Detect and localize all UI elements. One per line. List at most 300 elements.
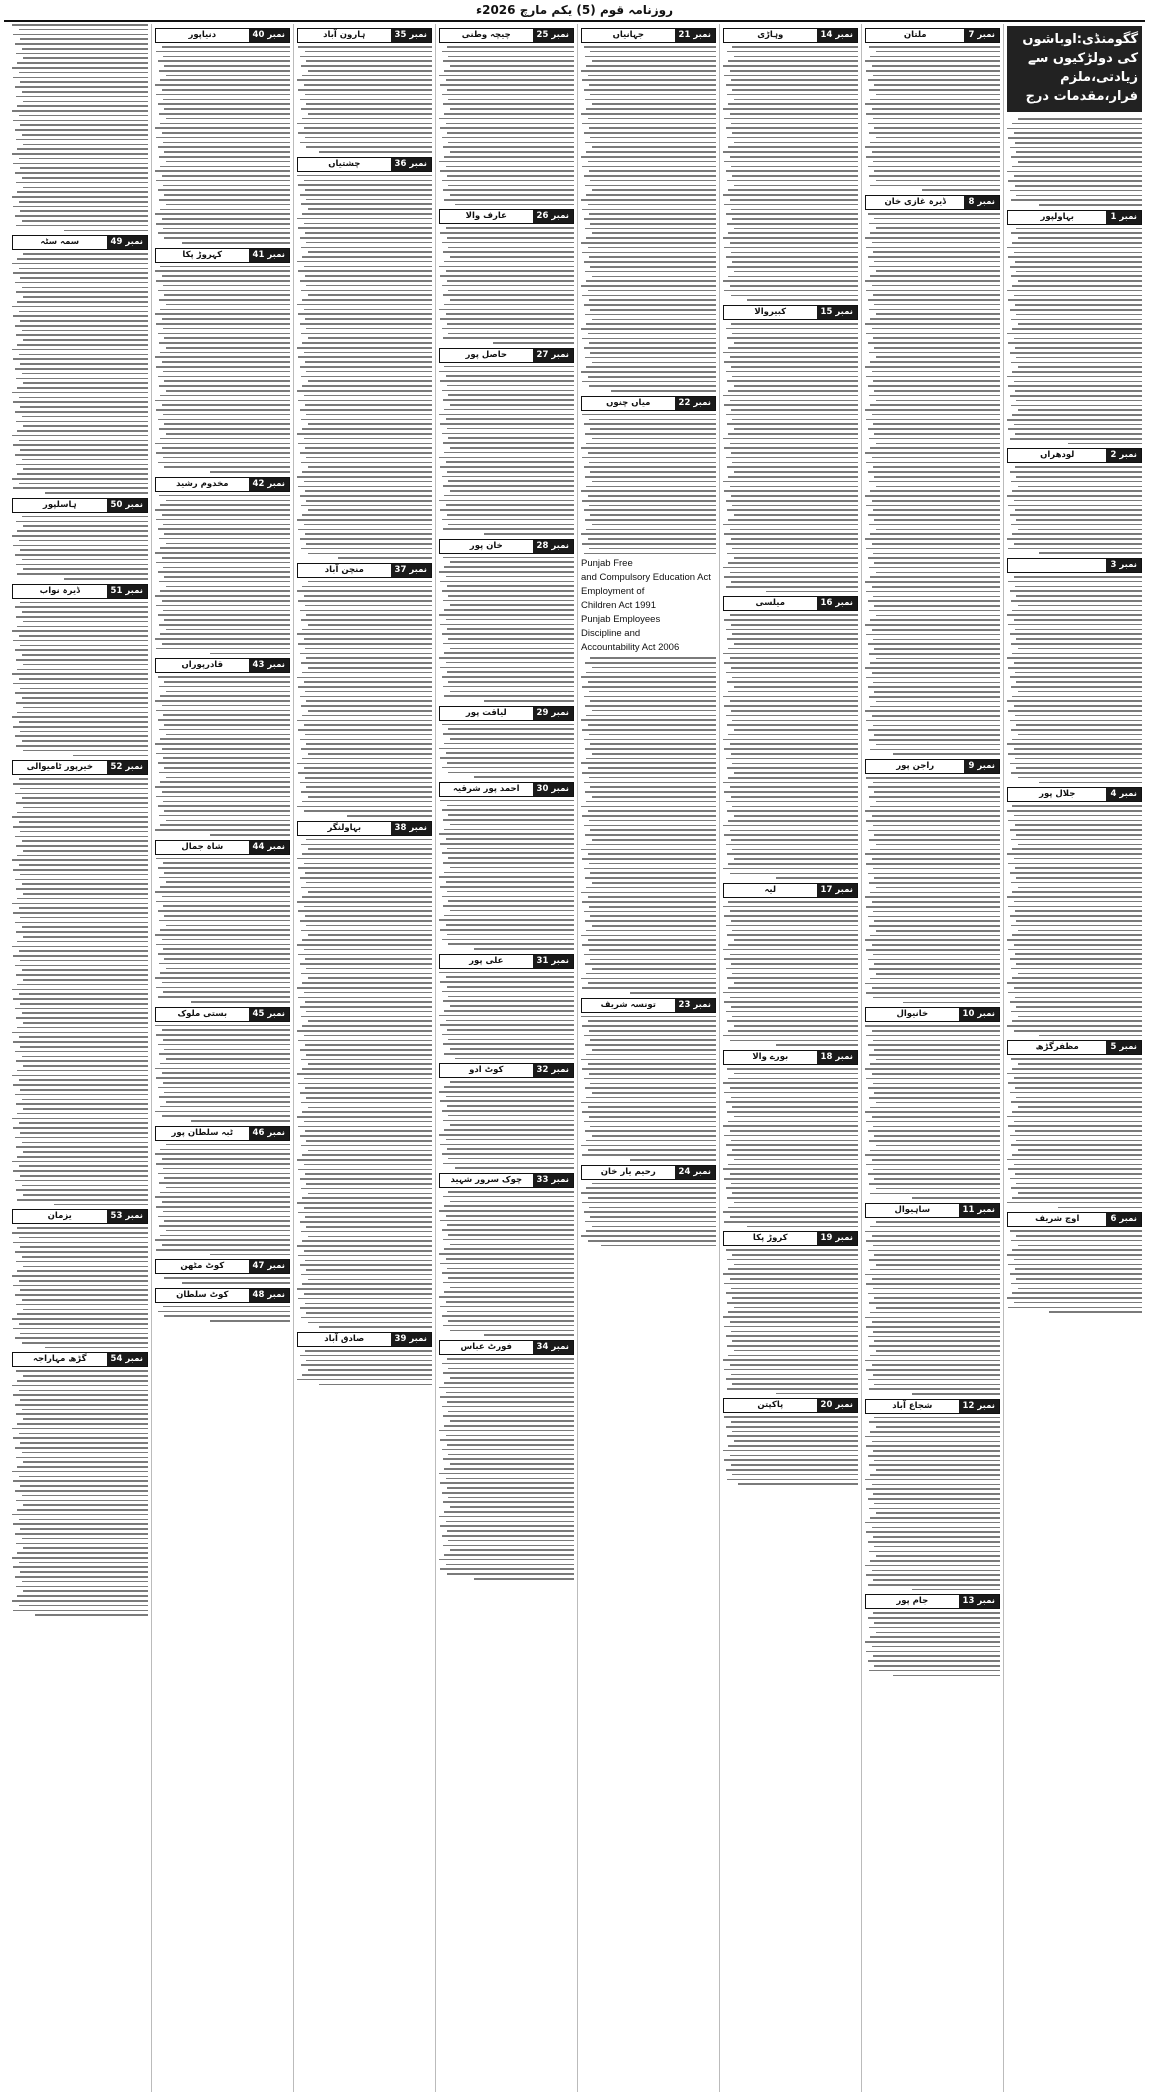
text-line bbox=[726, 371, 858, 373]
text-line bbox=[581, 935, 716, 937]
dateline-number: نمبر 51 bbox=[107, 585, 147, 598]
text-line bbox=[870, 935, 1000, 937]
text-line bbox=[166, 1101, 290, 1103]
text-line bbox=[440, 509, 574, 511]
dateline-tag bbox=[1007, 558, 1142, 573]
text-line bbox=[155, 700, 290, 702]
text-line bbox=[732, 1431, 858, 1433]
text-line bbox=[13, 1523, 148, 1525]
text-line bbox=[301, 844, 432, 846]
dateline-city: جام پور bbox=[866, 1595, 959, 1608]
text-line bbox=[20, 645, 148, 647]
text-line bbox=[12, 630, 148, 632]
text-line bbox=[17, 898, 148, 900]
text-line bbox=[155, 356, 290, 358]
text-line bbox=[724, 75, 858, 77]
text-line bbox=[442, 1363, 574, 1365]
text-line bbox=[1011, 1058, 1142, 1060]
text-line bbox=[582, 252, 716, 254]
text-line bbox=[870, 978, 1000, 980]
text-line bbox=[869, 1054, 1000, 1056]
text-line bbox=[734, 514, 858, 516]
dateline-tag bbox=[439, 706, 574, 721]
story-body bbox=[155, 495, 290, 654]
text-line bbox=[301, 748, 432, 750]
text-line bbox=[13, 1328, 148, 1330]
text-line bbox=[443, 485, 574, 487]
dateline-number: نمبر 44 bbox=[249, 841, 289, 854]
text-line bbox=[1010, 395, 1142, 397]
text-line bbox=[443, 1196, 574, 1198]
text-line bbox=[588, 75, 716, 77]
text-line bbox=[731, 123, 858, 125]
text-line bbox=[1014, 295, 1142, 297]
text-line bbox=[582, 457, 716, 459]
text-line bbox=[866, 548, 1000, 550]
text-line bbox=[585, 476, 716, 478]
text-line bbox=[301, 1145, 432, 1147]
text-line bbox=[584, 89, 716, 91]
text-line bbox=[155, 829, 290, 831]
story-body bbox=[723, 901, 858, 1046]
text-line bbox=[444, 915, 574, 917]
text-line bbox=[581, 806, 716, 808]
text-line bbox=[301, 376, 432, 378]
dateline-number: نمبر 38 bbox=[391, 822, 431, 835]
text-line bbox=[15, 1008, 148, 1010]
news-story bbox=[439, 1063, 574, 1169]
text-line bbox=[448, 437, 574, 439]
text-line bbox=[734, 185, 858, 187]
text-line bbox=[730, 1087, 858, 1089]
text-line bbox=[730, 572, 858, 574]
text-line bbox=[585, 185, 716, 187]
text-line bbox=[304, 595, 432, 597]
text-line bbox=[1014, 1302, 1142, 1304]
text-line bbox=[873, 380, 1000, 382]
dateline-city: سمہ سٹہ bbox=[13, 236, 107, 249]
text-line bbox=[1011, 1283, 1142, 1285]
dateline-number: نمبر 21 bbox=[675, 29, 715, 42]
text-line bbox=[19, 72, 148, 74]
text-line bbox=[446, 1435, 574, 1437]
text-line bbox=[1014, 338, 1142, 340]
news-story bbox=[1007, 558, 1142, 783]
text-line bbox=[159, 1225, 290, 1227]
dateline-tag bbox=[581, 28, 716, 43]
text-line bbox=[210, 834, 290, 836]
text-line bbox=[319, 151, 432, 153]
text-line bbox=[302, 118, 432, 120]
text-line bbox=[64, 578, 148, 580]
text-line bbox=[873, 1126, 1000, 1128]
text-line bbox=[876, 615, 1000, 617]
text-line bbox=[17, 62, 148, 64]
text-line bbox=[1014, 424, 1142, 426]
text-line bbox=[876, 1469, 1000, 1471]
text-line bbox=[308, 294, 432, 296]
text-line bbox=[450, 738, 574, 740]
text-line bbox=[22, 48, 148, 50]
news-column bbox=[1003, 24, 1145, 2092]
text-line bbox=[23, 1590, 148, 1592]
text-line bbox=[439, 876, 574, 878]
text-line bbox=[586, 758, 716, 760]
dateline-city: ملتان bbox=[866, 29, 964, 42]
text-line bbox=[439, 972, 574, 974]
text-line bbox=[442, 1110, 574, 1112]
text-line bbox=[450, 256, 574, 258]
text-line bbox=[868, 600, 1000, 602]
text-line bbox=[300, 739, 432, 741]
text-line bbox=[1008, 1125, 1142, 1127]
text-line bbox=[305, 275, 432, 277]
text-line bbox=[191, 1120, 290, 1122]
text-line bbox=[484, 533, 574, 535]
text-line bbox=[301, 1317, 432, 1319]
dateline-tag bbox=[439, 1340, 574, 1355]
text-line bbox=[873, 294, 1000, 296]
text-line bbox=[582, 815, 716, 817]
text-line bbox=[724, 404, 858, 406]
text-line bbox=[22, 883, 148, 885]
text-line bbox=[164, 151, 290, 153]
text-line bbox=[730, 614, 858, 616]
news-story bbox=[865, 1203, 1000, 1395]
text-line bbox=[1010, 1178, 1142, 1180]
text-line bbox=[158, 333, 290, 335]
text-line bbox=[54, 1204, 148, 1206]
text-line bbox=[446, 461, 574, 463]
text-line bbox=[870, 232, 1000, 234]
text-line bbox=[727, 466, 858, 468]
text-line bbox=[874, 1049, 1000, 1051]
text-line bbox=[590, 180, 716, 182]
story-body bbox=[723, 46, 858, 301]
text-line bbox=[298, 89, 432, 91]
text-line bbox=[723, 1211, 858, 1213]
text-line bbox=[581, 156, 716, 158]
text-line bbox=[162, 361, 290, 363]
text-line bbox=[23, 339, 148, 341]
text-line bbox=[1015, 1173, 1142, 1175]
story-body bbox=[155, 858, 290, 1003]
text-line bbox=[156, 858, 290, 860]
english-line: Punjab Employees bbox=[581, 614, 661, 626]
text-line bbox=[305, 1350, 432, 1352]
text-line bbox=[298, 356, 432, 358]
text-line bbox=[159, 428, 290, 430]
dateline-tag bbox=[155, 658, 290, 673]
text-line bbox=[581, 533, 716, 535]
text-line bbox=[1014, 500, 1142, 502]
story-body bbox=[1007, 805, 1142, 1036]
text-line bbox=[1014, 381, 1142, 383]
text-line bbox=[158, 910, 290, 912]
text-line bbox=[1016, 314, 1142, 316]
text-line bbox=[869, 968, 1000, 970]
text-line bbox=[448, 900, 574, 902]
text-line bbox=[73, 755, 148, 757]
text-line bbox=[732, 1192, 858, 1194]
dateline-number: نمبر 14 bbox=[817, 29, 857, 42]
text-line bbox=[298, 954, 432, 956]
text-line bbox=[1015, 997, 1142, 999]
text-line bbox=[160, 504, 290, 506]
text-line bbox=[868, 873, 1000, 875]
text-line bbox=[440, 1568, 574, 1570]
text-line bbox=[300, 323, 432, 325]
text-line bbox=[19, 993, 148, 995]
text-line bbox=[19, 158, 148, 160]
text-line bbox=[450, 867, 574, 869]
news-story bbox=[12, 1352, 148, 1615]
text-line bbox=[439, 1516, 574, 1518]
text-line bbox=[586, 1140, 716, 1142]
text-line bbox=[1012, 653, 1142, 655]
text-line bbox=[1011, 600, 1142, 602]
text-line bbox=[155, 1025, 290, 1027]
news-story bbox=[723, 596, 858, 879]
text-line bbox=[872, 715, 1000, 717]
text-line bbox=[586, 323, 716, 325]
text-line bbox=[447, 385, 574, 387]
text-line bbox=[447, 471, 574, 473]
text-line bbox=[584, 218, 716, 220]
text-line bbox=[304, 724, 432, 726]
story-body bbox=[723, 1068, 858, 1227]
text-line bbox=[874, 218, 1000, 220]
text-line bbox=[444, 1086, 574, 1088]
dateline-tag bbox=[865, 1594, 1000, 1609]
text-line bbox=[210, 471, 290, 473]
text-line bbox=[590, 137, 716, 139]
text-line bbox=[865, 60, 1000, 62]
text-line bbox=[589, 342, 716, 344]
text-line bbox=[584, 175, 716, 177]
text-line bbox=[876, 1555, 1000, 1557]
text-line bbox=[300, 1307, 432, 1309]
story-body bbox=[12, 24, 148, 231]
text-line bbox=[159, 199, 290, 201]
text-line bbox=[166, 347, 290, 349]
text-line bbox=[590, 471, 716, 473]
text-line bbox=[876, 1221, 1000, 1223]
text-line bbox=[724, 958, 858, 960]
text-line bbox=[1011, 275, 1142, 277]
text-line bbox=[302, 1154, 432, 1156]
dateline-tag bbox=[297, 563, 432, 578]
text-line bbox=[873, 954, 1000, 956]
text-line bbox=[20, 38, 148, 40]
text-line bbox=[723, 992, 858, 994]
text-line bbox=[1012, 696, 1142, 698]
text-line bbox=[870, 662, 1000, 664]
text-line bbox=[732, 376, 858, 378]
text-line bbox=[588, 1063, 716, 1065]
text-line bbox=[869, 1551, 1000, 1553]
text-line bbox=[443, 399, 574, 401]
text-line bbox=[734, 1350, 858, 1352]
text-line bbox=[300, 409, 432, 411]
text-line bbox=[302, 758, 432, 760]
text-line bbox=[439, 1430, 574, 1432]
text-line bbox=[306, 968, 432, 970]
text-line bbox=[1012, 414, 1142, 416]
text-line bbox=[730, 657, 858, 659]
text-line bbox=[869, 925, 1000, 927]
text-line bbox=[304, 395, 432, 397]
text-line bbox=[1015, 304, 1142, 306]
news-story bbox=[723, 1231, 858, 1394]
text-line bbox=[19, 678, 148, 680]
text-line bbox=[163, 567, 290, 569]
text-line bbox=[1007, 657, 1142, 659]
dateline-tag bbox=[155, 28, 290, 43]
text-line bbox=[873, 337, 1000, 339]
text-line bbox=[1007, 538, 1142, 540]
text-line bbox=[166, 1230, 290, 1232]
dateline-tag bbox=[1007, 210, 1142, 225]
text-line bbox=[732, 89, 858, 91]
dateline-tag bbox=[723, 596, 858, 611]
story-body bbox=[12, 778, 148, 1205]
news-story bbox=[155, 1288, 290, 1322]
text-line bbox=[592, 839, 716, 841]
dateline-number: نمبر 16 bbox=[817, 597, 857, 610]
text-line bbox=[308, 1322, 432, 1324]
text-line bbox=[13, 77, 148, 79]
text-line bbox=[450, 108, 574, 110]
text-line bbox=[158, 103, 290, 105]
text-line bbox=[726, 629, 858, 631]
text-line bbox=[439, 75, 574, 77]
text-line bbox=[732, 1106, 858, 1108]
text-line bbox=[305, 490, 432, 492]
text-line bbox=[443, 1458, 574, 1460]
text-line bbox=[873, 1655, 1000, 1657]
text-line bbox=[869, 1345, 1000, 1347]
dateline-city: خیرپور ٹامیوالی bbox=[13, 761, 107, 774]
text-line bbox=[20, 406, 148, 408]
text-line bbox=[872, 1030, 1000, 1032]
text-line bbox=[16, 378, 148, 380]
text-line bbox=[300, 142, 432, 144]
text-line bbox=[1007, 419, 1142, 421]
news-story bbox=[723, 305, 858, 592]
dateline-number: نمبر 53 bbox=[107, 1210, 147, 1223]
text-line bbox=[582, 123, 716, 125]
text-line bbox=[444, 872, 574, 874]
text-line bbox=[730, 70, 858, 72]
text-line bbox=[724, 1001, 858, 1003]
dateline-city: رحیم یار خان bbox=[582, 1166, 675, 1179]
text-line bbox=[872, 586, 1000, 588]
text-line bbox=[20, 1132, 148, 1134]
text-line bbox=[1010, 872, 1142, 874]
text-line bbox=[728, 987, 858, 989]
text-line bbox=[1010, 633, 1142, 635]
text-line bbox=[872, 457, 1000, 459]
text-line bbox=[156, 1249, 290, 1251]
text-line bbox=[730, 199, 858, 201]
news-story bbox=[155, 840, 290, 1003]
text-line bbox=[17, 344, 148, 346]
text-line bbox=[728, 476, 858, 478]
text-line bbox=[870, 619, 1000, 621]
text-line bbox=[444, 829, 574, 831]
news-story bbox=[12, 1209, 148, 1348]
text-line bbox=[301, 662, 432, 664]
text-line bbox=[731, 209, 858, 211]
text-line bbox=[166, 691, 290, 693]
text-line bbox=[443, 103, 574, 105]
text-line bbox=[162, 514, 290, 516]
text-line bbox=[22, 459, 148, 461]
text-line bbox=[13, 315, 148, 317]
text-line bbox=[164, 294, 290, 296]
text-line bbox=[13, 1480, 148, 1482]
text-line bbox=[872, 1073, 1000, 1075]
text-line bbox=[903, 1002, 1000, 1004]
text-line bbox=[1014, 1121, 1142, 1123]
text-line bbox=[448, 247, 574, 249]
text-line bbox=[728, 734, 858, 736]
text-line bbox=[726, 543, 858, 545]
text-line bbox=[1010, 915, 1142, 917]
text-line bbox=[304, 1250, 432, 1252]
text-line bbox=[1008, 1168, 1142, 1170]
dateline-city: عارف والا bbox=[440, 210, 533, 223]
text-line bbox=[865, 1360, 1000, 1362]
text-line bbox=[155, 1196, 290, 1198]
text-line bbox=[723, 151, 858, 153]
text-line bbox=[302, 586, 432, 588]
text-line bbox=[585, 314, 716, 316]
text-line bbox=[876, 1264, 1000, 1266]
text-line bbox=[872, 1159, 1000, 1161]
text-line bbox=[448, 1191, 574, 1193]
dateline-number: نمبر 10 bbox=[959, 1008, 999, 1021]
text-line bbox=[866, 70, 1000, 72]
dateline-city: چشتیاں bbox=[298, 158, 391, 171]
text-line bbox=[1018, 973, 1142, 975]
text-line bbox=[158, 462, 290, 464]
text-line bbox=[446, 166, 574, 168]
text-line bbox=[590, 872, 716, 874]
text-line bbox=[12, 1557, 148, 1559]
text-line bbox=[13, 726, 148, 728]
dateline-tag bbox=[155, 1126, 290, 1141]
text-line bbox=[20, 277, 148, 279]
text-line bbox=[158, 719, 290, 721]
text-line bbox=[869, 89, 1000, 91]
text-line bbox=[160, 781, 290, 783]
text-line bbox=[447, 280, 574, 282]
text-line bbox=[586, 1054, 716, 1056]
text-line bbox=[17, 626, 148, 628]
text-line bbox=[301, 619, 432, 621]
text-line bbox=[13, 120, 148, 122]
text-line bbox=[726, 328, 858, 330]
text-line bbox=[592, 319, 716, 321]
news-story bbox=[155, 1126, 290, 1256]
text-line bbox=[12, 1471, 148, 1473]
text-line bbox=[1015, 586, 1142, 588]
text-line bbox=[869, 132, 1000, 134]
text-line bbox=[868, 213, 1000, 215]
text-line bbox=[728, 1311, 858, 1313]
